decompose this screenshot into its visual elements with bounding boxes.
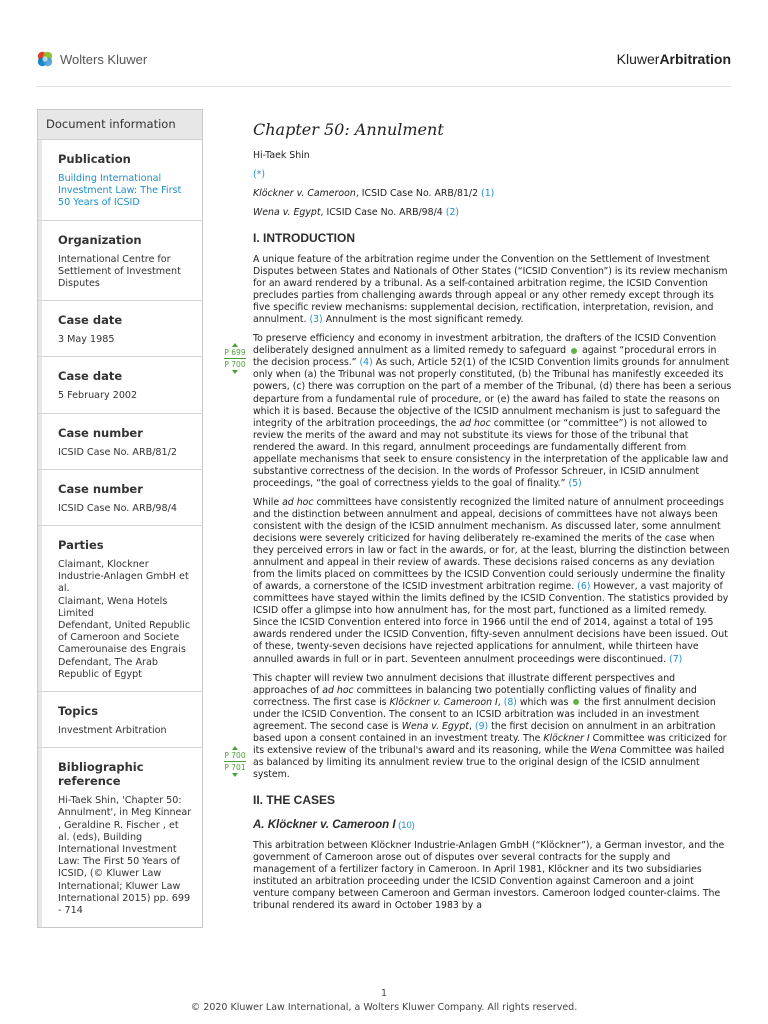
kluwer-arbitration-brand[interactable] (617, 51, 731, 67)
case-text: , ICSID Case No. ARB/81/2 (355, 188, 482, 199)
section-value: International Centre for Settlement of Investment Disputes (58, 253, 181, 290)
parties-section (38, 526, 202, 692)
section-heading: I. INTRODUCTION (253, 231, 355, 245)
page-marker (222, 343, 248, 374)
bibliographic-reference-section (38, 748, 202, 927)
section-title: Case date (58, 369, 123, 384)
section-value: ICSID Case No. ARB/98/4 (58, 502, 177, 514)
footnote-link[interactable]: (9) (474, 720, 489, 732)
page-marker-top: P 699 (224, 348, 246, 357)
case-name: Wena v. Egypt (253, 207, 321, 218)
case-name: Wena (590, 744, 617, 756)
page-footer (0, 988, 768, 1013)
section-title: Case number (58, 425, 143, 440)
paragraph-text: However, a vast majority of committees have stayed within the limits defined by the ICSID Convention. The statistics provided by ICSID offer a glimpse into how annulment has, for the most part, functioned as a limited remedy. Since the ICSID Convention entered into force in 1966 until the end of 2014, against a total of 195 awards rendered under the ICSID Convention, fifty-seven annulment decisions have been issued. Out of these, twenty-seven decisions have rejected applications for annulment, while thirteen have annulled awards in full or in part. Seventeen annulment proceedings were discontinued. (253, 581, 729, 665)
paragraph: This arbitration between Klöckner Industrie-Anlagen GmbH (“Klöckner”), a German investor, and the government of Cameroon arose out of disputes over several contracts for the supply and management of a fertilizer factory in Cameroon. In April 1981, Klöckner and its two subsidiaries instituted an arbitration proceeding under the ICSID Convention against Cameroon and a joint venture company between Cameroon and German investors. Cameroon lodged counter-claims. The tribunal rendered its award in October 1983 by a (253, 839, 725, 912)
footnote-link[interactable]: (3) (309, 314, 323, 326)
paragraph-text: committee (or “committee”) is not allowed to review the merits of the award and may not substitute its views for those of the tribunal that rendered the award. In this regard, annulment proceedings are fundamentally different from appellate mechanisms that seek to ensure consistency in the interpretation of the applicable law and substantive correctness of the decision. In the words of Professor Schreuer, in ICSID annulment proceedings, “the goal of correctness yields to the goal of finality.” (253, 417, 729, 489)
page-marker-divider (224, 358, 246, 359)
section-heading: II. THE CASES (253, 792, 336, 807)
organization-section (38, 221, 202, 302)
section-title: Case number (58, 481, 143, 496)
paragraph-text: As such, Article 52(1) of the ICSID Convention limits grounds for annulment only when (a) the Tribunal was not properly constituted, (b) the Tribunal has manifestly exceeded its powers, (c) there was corruption on the part of a member of the Tribunal, (d) there has been a serious departure from a fundamental rule of procedure, or (e) the award has failed to state the reasons on which it is based. Because the objective of the ICSID annulment mechanism is just to safeguard the integrity of the arbitration proceedings, the (253, 357, 732, 429)
paragraph-text: To preserve efficiency and economy in investment arbitration, the drafters of the ICSID Convention deliberately designed annulment as a limited remedy to safeguard (253, 333, 717, 357)
case-name: Klöckner I (543, 732, 590, 744)
section-title: Publication (58, 152, 131, 166)
paragraph-text: committees have consistently recognized the limited nature of annulment proceedings and the distinction between annulment and appeal, decisions of committees have not always been consistent with the design of the ICSID annulment mechanism. As discussed later, some annulment decisions were severely criticized for having deliberately re-examined the merits of the case when they perceived errors in law or fact in the awards, or for, at the least, blurring the distinction between annulment and appeal in their review of awards. These decisions raised concerns as any deviation from the limits placed on committees by the ICSID Convention could seriously undermine the finality of awards, a cornerstone of the ICSID investment arbitration regime. (253, 496, 730, 593)
section-title: Bibliographic reference (58, 760, 144, 789)
paragraph (253, 497, 732, 666)
italic-term: ad hoc (459, 417, 491, 429)
paragraph (253, 254, 732, 326)
page-marker-top: P 700 (224, 751, 246, 760)
wolters-kluwer-logo-icon (36, 50, 54, 68)
paragraph-text: against “procedural errors in the decision process.” (253, 345, 717, 369)
paragraph-text: This chapter will review two annulment decisions that illustrate different perspectives and approaches of (253, 672, 676, 696)
paragraph (253, 673, 732, 781)
section-value: 3 May 1985 (58, 334, 115, 346)
annotation-dot-icon[interactable] (573, 699, 579, 705)
author-footnote (253, 169, 732, 181)
section-title: Organization (58, 232, 142, 247)
section-value: Hi-Taek Shin, 'Chapter 50: Annulment', in Meg Kinnear , Geraldine R. Fischer , et al. (eds), Building International Investment Law: The First 50 Years of ICSID, (© Kluwer Law International; Kluwer Law International 2015) pp. 699 - 714 (58, 795, 192, 917)
page-down-icon (232, 370, 238, 374)
page-number: 1 (380, 988, 388, 999)
case-name: Klöckner v. Cameroon I (389, 696, 498, 708)
wolters-kluwer-brand[interactable] (36, 50, 147, 68)
footnote-link[interactable]: (2) (445, 207, 459, 218)
paragraph (253, 333, 732, 490)
page-marker (222, 746, 248, 777)
page-up-icon (232, 746, 238, 750)
footnote-link[interactable]: (5) (568, 477, 582, 489)
copyright: © 2020 Kluwer Law International, a Wolters Kluwer Company. All rights reserved. (190, 1002, 578, 1013)
topics-section (38, 692, 202, 748)
case-reference (253, 188, 732, 200)
header-divider (36, 86, 731, 87)
author: Hi-Taek Shin (253, 150, 310, 161)
case-number-section (38, 414, 202, 470)
section-title: Case date (58, 313, 123, 328)
paragraph-text: Annulment is the most significant remedy. (322, 314, 524, 326)
footnote-link[interactable]: (*) (253, 169, 266, 180)
case-reference (253, 207, 732, 219)
section-title: Parties (58, 538, 104, 553)
case-text: , ICSID Case No. ARB/98/4 (320, 207, 446, 218)
paragraph-text: A unique feature of the arbitration regime under the Convention on the Settlement of Investment Disputes between States and Nationals of Other States (“ICSID Convention”) is its review mechanism for an award rendered by a tribunal. As a self-contained arbitration regime, the ICSID Convention precludes parties from challenging awards through appeal or any other remedy except through its five specific review mechanisms: supplemental decision, rectification, interpretation, revision, and annulment. (253, 254, 728, 326)
case-number-section (38, 470, 202, 526)
paragraph-text: Committee was criticized for its extensive review of the tribunal's award and its reasoning, while the (253, 732, 727, 756)
section-title: Topics (58, 704, 99, 719)
footnote-link[interactable]: (6) (577, 581, 591, 593)
chapter-title: Chapter 50: Annulment (253, 120, 444, 139)
footnote-link[interactable]: (7) (669, 653, 683, 665)
paragraph-text: , (497, 696, 504, 708)
footnote-link[interactable]: (4) (359, 357, 373, 369)
paragraph-text: , (468, 720, 475, 732)
page-up-icon (232, 343, 238, 347)
section-value: Claimant, Klockner Industrie-Anlagen GmbH et al. Claimant, Wena Hotels Limited Defendant, United Republic of Cameroon and Societe Camerounaise des Engrais Defendant, The Arab Republic of Egypt (58, 559, 191, 680)
section-value: Investment Arbitration (58, 725, 167, 737)
brand-name: Wolters Kluwer (60, 51, 148, 67)
page-marker-bottom: P 701 (224, 763, 246, 772)
paragraph-text: the first annulment decision under the ICSID Convention. The consent to an ICSID arbitration was included in an investment agreement. The second case is (253, 696, 716, 732)
case-name: Klöckner v. Cameroon (253, 188, 356, 199)
case-date-section (38, 301, 202, 357)
panel-heading: Document information (38, 110, 202, 140)
section-value: ICSID Case No. ARB/81/2 (58, 446, 177, 458)
case-name: Wena v. Egypt (401, 720, 469, 732)
subsection-heading (253, 819, 732, 831)
page-marker-bottom: P 700 (224, 360, 246, 369)
footnote-link[interactable]: (10) (395, 818, 415, 830)
footnote-link[interactable]: (8) (503, 696, 517, 708)
subsection-title: A. Klöckner v. Cameroon I (253, 818, 396, 831)
footnote-link[interactable]: (1) (481, 188, 495, 199)
section-value: 5 February 2002 (58, 390, 138, 402)
page-down-icon (232, 773, 238, 777)
right-brand-bold: Arbitration (659, 51, 731, 67)
publication-link[interactable]: Building International Investment Law: The First 50 Years of ICSID (58, 173, 182, 209)
right-brand-prefix: Kluwer (616, 51, 660, 67)
paragraph-text: Committee was hailed as balanced by limiting its annulment review true to the original design of the ICSID annulment system. (253, 744, 725, 780)
paragraph-text: committees in balancing two potentially conflicting values of finality and correctness. The first case is (253, 684, 697, 708)
annotation-dot-icon[interactable] (571, 348, 577, 354)
case-date-section (38, 357, 202, 413)
publication-section (38, 140, 202, 221)
italic-term: ad hoc (322, 684, 354, 696)
paragraph-text: the first decision on annulment in an arbitration based upon a consent contained in an investment treaty. The (253, 720, 716, 744)
chapter-content (253, 120, 732, 919)
paragraph-text: which was (516, 696, 572, 708)
italic-term: ad hoc (282, 496, 314, 508)
paragraph-text: While (253, 496, 283, 508)
page-marker-divider (224, 761, 246, 762)
document-information-panel (37, 109, 203, 928)
